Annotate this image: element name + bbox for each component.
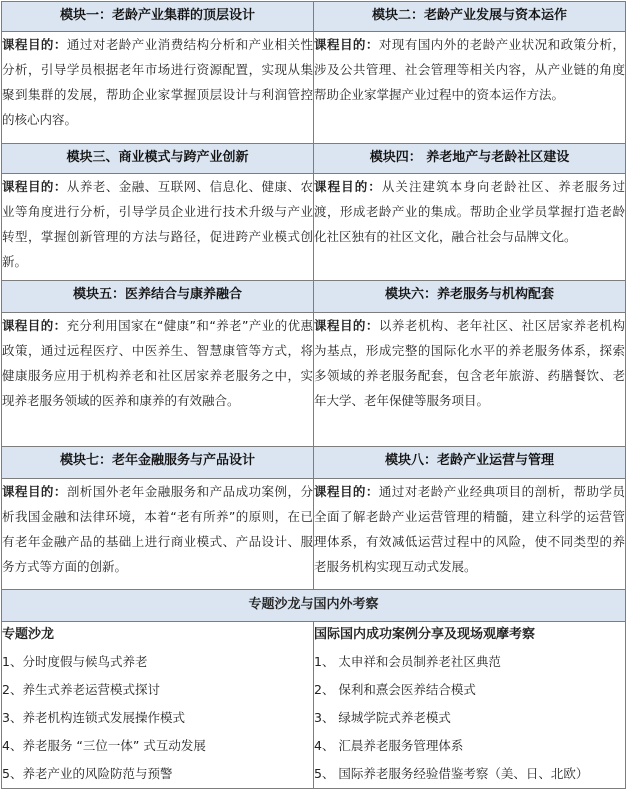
module-5-text: 充分利用国家在“健康”和“养老”产业的优惠政策，通过远程医疗、中医养生、智慧康管等方式，将健康服务应用于机构养老和社区居家养老服务之中，实现养老服务领域的医养和康养的有效融合。 [2, 318, 313, 408]
course-modules-table [1, 1, 626, 789]
list-item: 1、分时度假与候鸟式养老 [2, 654, 148, 669]
salon-title: 专题沙龙 [2, 627, 55, 642]
module-1-desc [2, 32, 314, 144]
module-1-title: 模块一：老龄产业集群的顶层设计 [2, 2, 314, 32]
section-title: 专题沙龙与国内外考察 [2, 590, 626, 622]
course-purpose-label: 课程目的： [314, 37, 379, 52]
module-2-text: 对现有国内外的老龄产业状况和政策分析，涉及公共管理、社会管理等相关内容，从产业链的角度帮助企业家掌握产业过程中的资本运作方法。 [314, 37, 625, 102]
module-7-desc [2, 479, 314, 590]
list-item: 2、 保利和熹会医养结合模式 [314, 682, 476, 697]
module-5-desc [2, 313, 314, 447]
salon-list [2, 622, 314, 789]
list-item: 1、 太申祥和会员制养老社区典范 [314, 654, 501, 669]
module-8-desc [314, 479, 626, 590]
module-6-desc [314, 313, 626, 447]
module-8-title: 模块八：老龄产业运营与管理 [314, 447, 626, 479]
module-3-title: 模块三、商业模式与跨产业创新 [2, 144, 314, 174]
list-item: 5、 国际养老服务经验借鉴考察（美、日、北欧） [314, 766, 589, 781]
course-purpose-label: 课程目的： [2, 484, 67, 499]
course-purpose-label: 课程目的： [2, 37, 67, 52]
module-8-text: 通过对老龄产业经典项目的剖析，帮助学员全面了解老龄产业运营管理的精髓，建立科学的运营管理体系，有效减低运营过程中的风险，使不同类型的养老服务机构实现互动式发展。 [314, 484, 625, 574]
tours-list [314, 622, 626, 789]
course-purpose-label: 课程目的： [314, 484, 379, 499]
list-item: 2、养生式养老运营模式探讨 [2, 682, 160, 697]
module-2-desc [314, 32, 626, 144]
module-2-title: 模块二：老龄产业发展与资本运作 [314, 2, 626, 32]
list-item: 4、 汇晨养老服务管理体系 [314, 738, 464, 753]
module-6-text: 以养老机构、老年社区、社区居家养老机构为基点，形成完整的国际化水平的养老服务体系，探索多领域的养老服务配套，包含老年旅游、药膳餐饮、老年大学、老年保健等服务项目。 [314, 318, 625, 408]
module-3-desc [2, 174, 314, 281]
module-7-text: 剖析国外老年金融服务和产品成功案例，分析我国金融和法律环境，本着“老有所养”的原则，在已有老年金融产品的基础上进行商业模式、产品设计、服务方式等方面的创新。 [2, 484, 313, 574]
list-item: 4、养老服务 “三位一体” 式互动发展 [2, 738, 206, 753]
module-3-text: 从养老、金融、互联网、信息化、健康、农业等角度进行分析，引导学员企业进行技术升级与产业转型，掌握创新管理的方法与路径，促进跨产业模式创新。 [2, 179, 313, 269]
list-item: 3、养老机构连锁式发展操作模式 [2, 710, 185, 725]
module-4-text: 从关注建筑本身向老龄社区、养老服务过渡，形成老龄产业的集成。帮助企业学员掌握打造老龄化社区独有的社区文化，融合社会与品牌文化。 [314, 179, 625, 244]
tours-title: 国际国内成功案例分享及现场观摩考察 [314, 627, 536, 642]
module-4-title: 模块四： 养老地产与老龄社区建设 [314, 144, 626, 174]
list-item: 3、 绿城学院式养老模式 [314, 710, 451, 725]
course-purpose-label: 课程目的： [2, 318, 67, 333]
list-item: 5、养老产业的风险防范与预警 [2, 766, 173, 781]
module-7-title: 模块七：老年金融服务与产品设计 [2, 447, 314, 479]
module-1-text: 通过对老龄产业消费结构分析和产业相关性分析，引导学员根据老年市场进行资源配置，实现从集聚到集群的发展，帮助企业家掌握顶层设计与利润管控的核心内容。 [2, 37, 313, 127]
module-6-title: 模块六：养老服务与机构配套 [314, 281, 626, 313]
course-purpose-label: 课程目的： [2, 179, 67, 194]
module-4-desc [314, 174, 626, 281]
module-5-title: 模块五：医养结合与康养融合 [2, 281, 314, 313]
course-purpose-label: 课程目的： [314, 318, 379, 333]
course-purpose-label: 课程目的： [314, 179, 382, 194]
